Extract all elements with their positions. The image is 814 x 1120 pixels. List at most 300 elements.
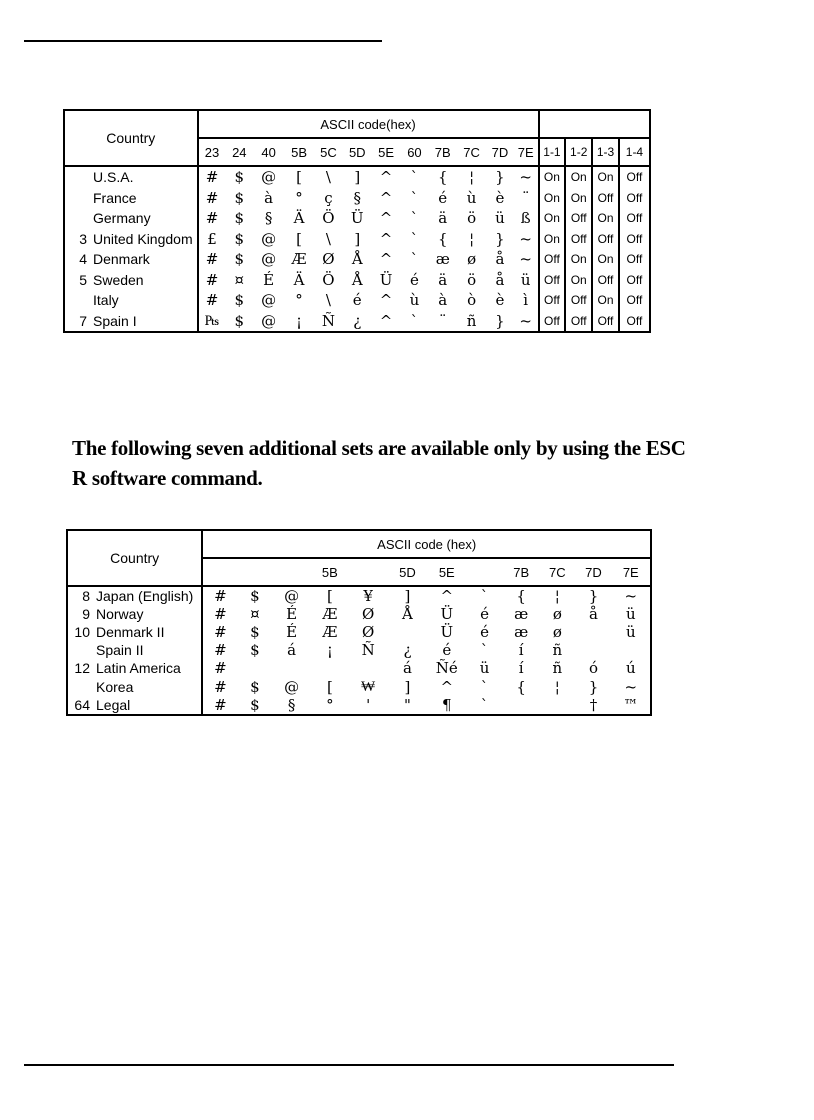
table-row <box>64 270 650 291</box>
dip-switch-state: On <box>539 229 566 250</box>
character-cell: [ <box>296 229 302 248</box>
character-cell: ° <box>295 291 303 310</box>
character-cell: ß <box>520 209 531 228</box>
character-cell: á <box>402 659 412 677</box>
character-cell: } <box>588 677 599 696</box>
character-cell: ₩ <box>361 677 376 695</box>
character-cell: é <box>438 188 448 207</box>
character-cell: ^ <box>379 311 393 330</box>
country-name: U.S.A. <box>93 169 134 186</box>
character-cell: @ <box>261 291 277 310</box>
character-cell: @ <box>261 250 277 269</box>
character-cell: ¡ <box>326 641 333 659</box>
hex-code-header: 7C <box>539 558 575 586</box>
character-cell <box>503 696 539 715</box>
character-cell: ñ <box>466 311 477 330</box>
dip-switch-state: On <box>539 188 566 209</box>
dip-switch-state: On <box>592 290 619 311</box>
dip-switch-label: 1-3 <box>592 138 619 166</box>
character-cell: ¶ <box>428 696 466 715</box>
character-cell: ] <box>354 229 361 248</box>
character-cell: ù <box>466 188 477 207</box>
character-cell: @ <box>253 166 284 188</box>
table-row <box>64 311 650 333</box>
character-cell: ú <box>625 659 636 677</box>
character-cell: ~ <box>624 677 638 696</box>
character-cell: [ <box>284 166 314 188</box>
character-cell: [ <box>311 586 349 605</box>
character-cell: Å <box>402 605 413 623</box>
dip-switch-header <box>539 110 650 138</box>
character-cell: ^ <box>379 209 393 228</box>
dip-switch-state: Off <box>619 311 650 333</box>
character-cell: ø <box>467 250 477 269</box>
character-cell: ¤ <box>234 270 245 289</box>
character-cell <box>387 623 427 641</box>
character-cell: ü <box>495 209 505 228</box>
character-cell: å <box>589 605 598 623</box>
country-name: United Kingdom <box>93 230 193 247</box>
country-name: Spain II <box>96 642 144 658</box>
character-cell: $ <box>250 623 260 641</box>
country-name: Korea <box>96 678 134 695</box>
character-cell: ™ <box>612 696 651 715</box>
character-cell: á <box>287 641 297 659</box>
country-cell <box>64 290 198 311</box>
hex-code-header: 24 <box>225 138 253 166</box>
country-cell <box>67 696 202 715</box>
hex-code-header: 5D <box>387 558 427 586</box>
character-cell: ¦ <box>457 166 486 188</box>
character-cell: ^ <box>379 250 393 269</box>
table-row <box>67 641 651 659</box>
character-cell: Ü <box>440 605 454 623</box>
country-cell <box>67 677 202 696</box>
character-cell: @ <box>284 677 300 696</box>
character-cell: í <box>518 659 524 677</box>
character-cell: ` <box>466 586 503 605</box>
character-cell: @ <box>261 311 277 330</box>
character-cell: $ <box>237 586 272 605</box>
character-cell: § <box>272 696 310 715</box>
character-cell: { <box>516 677 526 696</box>
character-cell: ¥ <box>349 586 387 605</box>
dip-switch-state: Off <box>565 290 592 311</box>
character-cell: ø <box>552 605 562 623</box>
country-cell <box>67 659 202 677</box>
character-cell: # <box>202 696 237 715</box>
character-cell: # <box>198 188 226 209</box>
character-cell: ~ <box>519 250 532 269</box>
table-row <box>67 696 651 715</box>
character-cell: † <box>575 696 611 715</box>
country-number: 10 <box>74 624 90 640</box>
character-cell: @ <box>261 229 277 248</box>
country-cell <box>64 249 198 270</box>
dip-switch-state: On <box>592 166 619 188</box>
character-cell: } <box>495 229 505 248</box>
character-cell: å <box>495 250 505 269</box>
country-name: Legal <box>96 697 131 713</box>
bottom-rule <box>24 1064 674 1066</box>
character-cell: Ñé <box>435 659 458 677</box>
character-cell: Ö <box>322 209 335 228</box>
character-cell: Å <box>351 250 363 269</box>
character-cell: @ <box>272 586 310 605</box>
character-cell: Ø <box>361 605 375 623</box>
character-cell: Ü <box>350 209 364 228</box>
character-cell: ù <box>409 291 420 310</box>
character-cell: ì <box>523 291 529 310</box>
dip-switch-state: Off <box>592 229 619 250</box>
character-cell: é <box>480 623 489 641</box>
character-cell: ¦ <box>539 586 575 605</box>
hex-code-header: 7B <box>503 558 539 586</box>
country-cell <box>64 166 198 188</box>
character-cell: É <box>263 270 275 289</box>
dip-switch-state: Off <box>565 311 592 333</box>
country-name: Latin America <box>96 660 181 676</box>
table-row <box>67 586 651 605</box>
country-name: Norway <box>96 606 144 622</box>
table-row <box>64 290 650 311</box>
hex-code-header: 23 <box>198 138 226 166</box>
dip-switch-state: On <box>565 249 592 270</box>
dip-switch-state: On <box>592 249 619 270</box>
character-cell: { <box>428 166 457 188</box>
character-cell: Å <box>351 270 363 289</box>
character-cell: ` <box>466 696 503 715</box>
country-cell <box>67 586 202 605</box>
dip-switch-state: On <box>565 270 592 291</box>
hex-code-header: 5E <box>428 558 466 586</box>
character-cell: ä <box>438 270 448 289</box>
character-cell <box>612 641 651 659</box>
character-cell: ~ <box>514 166 539 188</box>
dip-switch-state: Off <box>619 188 650 209</box>
character-cell: à <box>438 291 448 310</box>
hex-code-header <box>466 558 503 586</box>
character-cell: Ü <box>379 270 393 289</box>
dip-switch-state: Off <box>619 270 650 291</box>
character-cell: é <box>480 605 489 623</box>
dip-switch-state: Off <box>619 208 650 229</box>
dip-switch-state: Off <box>539 290 566 311</box>
character-cell: # <box>202 623 237 641</box>
character-cell: ¨ <box>521 188 530 207</box>
character-cell: ` <box>480 641 489 659</box>
dip-switch-label: 1-4 <box>619 138 650 166</box>
character-cell: ¤ <box>250 605 260 623</box>
dip-switch-state: Off <box>539 249 566 270</box>
character-cell: ^ <box>372 166 401 188</box>
character-cell: ` <box>410 229 419 248</box>
dip-switch-state: On <box>539 208 566 229</box>
character-cell: ^ <box>379 188 393 207</box>
character-cell <box>575 623 611 641</box>
character-cell: æ <box>435 250 450 269</box>
character-cell: ~ <box>519 311 532 330</box>
character-cell: § <box>264 209 273 228</box>
character-cell: ` <box>410 250 419 269</box>
character-cell: ü <box>520 270 531 289</box>
country-name: Japan (English) <box>96 588 194 604</box>
country-cell <box>67 641 202 659</box>
hex-code-header: 7C <box>457 138 486 166</box>
country-name: France <box>93 189 137 206</box>
character-cell: ä <box>438 209 448 228</box>
dip-switch-state: Off <box>592 311 619 333</box>
character-cell: é <box>409 270 419 289</box>
hex-code-header: 5D <box>343 138 372 166</box>
hex-code-header <box>349 558 387 586</box>
hex-code-header: 60 <box>401 138 429 166</box>
character-cell: ~ <box>519 229 532 248</box>
dip-switch-state: Off <box>619 249 650 270</box>
character-cell: # <box>198 290 226 311</box>
character-cell: $ <box>234 209 245 228</box>
character-cell: í <box>518 641 524 659</box>
character-cell: Ñ <box>361 641 375 659</box>
table-row <box>64 229 650 250</box>
table-row <box>67 677 651 696</box>
character-cell: ] <box>387 586 427 605</box>
character-cell: $ <box>225 166 253 188</box>
character-cell: è <box>495 291 505 310</box>
hex-code-header: 7E <box>612 558 651 586</box>
character-cell: æ <box>514 623 529 641</box>
hex-code-header: 5B <box>284 138 314 166</box>
table-row <box>67 659 651 677</box>
hex-code-header: 7B <box>428 138 457 166</box>
character-cell: ü <box>479 659 490 677</box>
character-cell: Æ <box>322 605 338 623</box>
country-number: 12 <box>74 660 90 676</box>
dip-switch-state: Off <box>539 311 566 333</box>
character-cell: ` <box>410 188 419 207</box>
character-cell: $ <box>234 229 245 248</box>
character-cell: Ø <box>361 623 375 641</box>
character-cell: ] <box>404 677 411 696</box>
character-cell: ' <box>349 696 387 715</box>
dip-switch-label: 1-2 <box>565 138 592 166</box>
country-cell <box>67 605 202 623</box>
table-row <box>64 188 650 209</box>
hex-code-header: 7E <box>514 138 539 166</box>
character-cell <box>575 641 611 659</box>
character-cell: # <box>202 586 237 605</box>
character-cell: ñ <box>552 641 563 659</box>
character-cell: # <box>202 659 237 677</box>
country-name: Germany <box>93 210 151 227</box>
character-cell: ö <box>467 209 477 228</box>
character-cell: Ñ <box>321 311 335 330</box>
character-cell: è <box>495 188 505 207</box>
character-cell: } <box>495 311 505 330</box>
character-cell: { <box>503 586 539 605</box>
country-name: Denmark II <box>96 624 165 640</box>
hex-code-header: 5E <box>372 138 401 166</box>
character-cell: [ <box>326 677 333 696</box>
dip-switch-state: On <box>539 166 566 188</box>
dip-switch-state: On <box>565 166 592 188</box>
table-row <box>64 208 650 229</box>
dip-switch-state: Off <box>592 188 619 209</box>
dip-switch-state: Off <box>565 208 592 229</box>
country-cell <box>64 311 198 333</box>
character-cell: ` <box>401 166 429 188</box>
country-number: 3 <box>79 230 87 247</box>
character-cell <box>311 659 349 677</box>
character-cell: ò <box>467 291 477 310</box>
character-cell: É <box>286 623 298 641</box>
character-cell: # <box>198 270 226 291</box>
character-cell: ^ <box>428 586 466 605</box>
character-cell: ü <box>625 623 636 641</box>
character-cell: # <box>198 249 226 270</box>
character-cell: ç <box>324 188 333 207</box>
dip-switch-state: Off <box>539 270 566 291</box>
character-cell: " <box>387 696 427 715</box>
dip-switch-state: On <box>592 208 619 229</box>
character-cell: # <box>198 208 226 229</box>
character-cell: ] <box>343 166 372 188</box>
dip-switch-state: Off <box>619 166 650 188</box>
country-name: Spain I <box>93 312 137 329</box>
country-number: 9 <box>82 606 90 622</box>
table-row <box>64 166 650 188</box>
hex-code-header: 5C <box>314 138 343 166</box>
character-cell: $ <box>234 188 245 207</box>
character-cell <box>539 696 575 715</box>
character-cell: \ <box>314 166 343 188</box>
character-cell: Ü <box>440 623 454 641</box>
country-cell <box>64 208 198 229</box>
character-cell: # <box>198 166 226 188</box>
country-number: 64 <box>74 697 90 713</box>
character-cell: ü <box>625 605 636 623</box>
hex-code-header: 7D <box>575 558 611 586</box>
international-charset-table <box>63 109 651 333</box>
hex-code-header: 5B <box>311 558 349 586</box>
character-cell: ¨ <box>439 311 447 330</box>
character-cell: à <box>264 188 274 207</box>
character-cell: Æ <box>322 623 338 641</box>
country-header: Country <box>110 550 160 566</box>
character-cell: } <box>575 586 611 605</box>
country-name: Denmark <box>93 251 150 268</box>
country-number: 4 <box>79 251 87 268</box>
character-cell: ^ <box>379 229 393 248</box>
character-cell: # <box>202 677 237 696</box>
character-cell: ö <box>467 270 477 289</box>
character-cell: £ <box>198 229 226 250</box>
character-cell: å <box>495 270 505 289</box>
dip-switch-state: Off <box>592 270 619 291</box>
character-cell: ` <box>410 311 419 330</box>
character-cell <box>272 659 310 677</box>
character-cell: } <box>486 166 514 188</box>
country-name: Italy <box>93 292 119 309</box>
character-cell: $ <box>250 641 260 659</box>
hex-code-header <box>237 558 272 586</box>
character-cell: æ <box>514 605 529 623</box>
country-number: 7 <box>79 312 87 329</box>
hex-code-header <box>202 558 237 586</box>
character-cell: ` <box>480 677 489 696</box>
character-cell: ^ <box>379 291 393 310</box>
character-cell: ó <box>588 659 598 677</box>
character-cell: $ <box>237 696 272 715</box>
character-cell: \ <box>325 291 331 310</box>
hex-code-header: 40 <box>253 138 284 166</box>
table-row <box>64 249 650 270</box>
country-number: 8 <box>82 588 90 604</box>
character-cell: ₧ <box>198 311 226 333</box>
character-cell: # <box>202 605 237 623</box>
character-cell: Ø <box>322 250 335 269</box>
character-cell <box>349 659 387 677</box>
dip-switch-state: Off <box>565 229 592 250</box>
character-cell: é <box>442 641 452 659</box>
character-cell: ¿ <box>403 641 412 659</box>
country-header: Country <box>106 130 156 146</box>
character-cell: \ <box>325 229 331 248</box>
character-cell: É <box>286 605 298 623</box>
dip-switch-state: Off <box>619 290 650 311</box>
dip-switch-label: 1-1 <box>539 138 566 166</box>
hex-code-header <box>272 558 310 586</box>
character-cell: Ä <box>293 270 305 289</box>
table-row <box>67 623 651 641</box>
country-cell <box>64 270 198 291</box>
character-cell: { <box>437 229 448 248</box>
character-cell: ø <box>552 623 562 641</box>
top-rule <box>24 40 382 42</box>
country-name: Sweden <box>93 271 144 288</box>
ascii-code-header: ASCII code(hex) <box>198 110 539 138</box>
character-cell: ° <box>311 696 349 715</box>
additional-charset-table <box>66 529 652 716</box>
character-cell: ¦ <box>554 677 560 696</box>
country-cell <box>67 623 202 641</box>
character-cell: # <box>202 641 237 659</box>
country-number: 5 <box>79 271 87 288</box>
esc-r-note: The following seven additional sets are available only by using the ESC R software command. <box>72 436 686 490</box>
character-cell: $ <box>234 250 245 269</box>
country-cell <box>64 229 198 250</box>
character-cell: $ <box>234 311 245 330</box>
character-cell: Æ <box>291 250 307 269</box>
character-cell: ñ <box>552 659 563 677</box>
character-cell: é <box>352 291 362 310</box>
character-cell: ¡ <box>296 311 303 330</box>
character-cell: $ <box>250 677 260 696</box>
character-cell: ¦ <box>469 229 475 248</box>
character-cell: Ä <box>293 209 305 228</box>
country-cell <box>64 188 198 209</box>
character-cell: ^ <box>440 677 454 696</box>
character-cell: ` <box>410 209 419 228</box>
character-cell: Ö <box>322 270 335 289</box>
hex-code-header: 7D <box>486 138 514 166</box>
character-cell: § <box>353 188 361 207</box>
character-cell: ~ <box>612 586 651 605</box>
character-cell: $ <box>234 291 245 310</box>
character-cell <box>237 659 272 677</box>
ascii-code-header: ASCII code (hex) <box>202 530 651 558</box>
table-row <box>67 605 651 623</box>
